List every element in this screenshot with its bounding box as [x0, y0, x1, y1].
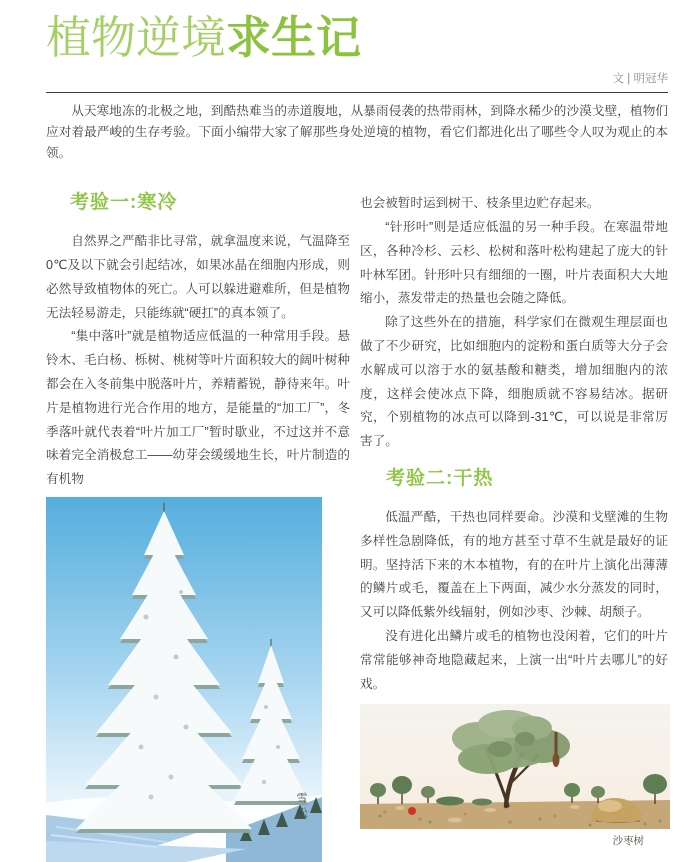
section1-paragraph-3: “针形叶”则是适应低温的另一种手段。在寒温带地区，各种冷杉、云杉、松树和落叶松构建起了庞大的针叶林军团。针形叶只有细细的一圈，叶片表面积大大地缩小，蒸发带走的热量也会随之降低。	[360, 220, 668, 306]
section2-paragraph-1: 低温严酷，干热也同样要命。沙漠和戈壁滩的生物多样性急剧降低，有的地方甚至寸草不生就是最好的证明。坚持活下来的木本植物，有的在叶片上演化出薄薄的鳞片或毛，覆盖在上下两面，减少水分蒸发的同时，又可以降低紫外线辐射，例如沙枣、沙棘、胡颓子。	[360, 510, 668, 620]
snow-photo-caption: 雪松	[295, 792, 307, 823]
intro-paragraph: 从天寒地冻的北极之地，到酷热难当的赤道腹地，从暴雨侵袭的热带雨林，到降水稀少的沙漠戈壁，植物们应对着最严峻的生存考验。下面小编带大家了解那些身处逆境的植物，看它们都进化出了哪些令人叹为观止的本领。	[46, 104, 668, 161]
section1-paragraph-1: 自然界之严酷非比寻常，就拿温度来说，气温降至0℃及以下就会引起结冰，如果冰晶在细胞内形成，则必然导致植物体的死亡。人可以躲进避难所，但是植物无法轻易游走，只能练就“硬扛”的真本领了。	[46, 234, 350, 320]
left-column	[46, 190, 350, 862]
page-title	[46, 14, 668, 61]
desert-photo-caption: 沙枣树	[612, 835, 644, 848]
two-column-layout	[46, 190, 668, 862]
red-speck	[408, 807, 416, 815]
page-title-bold-part: 求生记	[226, 12, 362, 63]
byline: 文 | 明冠华	[612, 73, 668, 86]
section2-heading: 考验二:干热	[386, 468, 494, 490]
content-area	[46, 0, 668, 862]
section1-heading: 考验一:寒冷	[70, 192, 178, 214]
desert-oleaster-photo	[360, 704, 670, 848]
section1-paragraph-2-continuation: 也会被暂时运到树干、枝条里边贮存起来。	[360, 196, 600, 211]
right-column	[360, 190, 668, 862]
section1-paragraph-4: 除了这些外在的措施，科学家们在微观生理层面也做了不少研究，比如细胞内的淀粉和蛋白质等大分子会水解成可以溶于水的氨基酸和糖类，增加细胞内的浓度，这样会使冰点下降，细胞质就不容易结冰。据研究，个别植物的冰点可以降到-31℃，可以说是非常厉害了。	[360, 315, 668, 449]
snow-cedar-photo	[46, 497, 322, 862]
snow-cedar-illustration	[46, 497, 322, 862]
desert-oleaster-illustration	[360, 704, 670, 829]
section1-paragraph-2: “集中落叶”就是植物适应低温的一种常用手段。悬铃木、毛白杨、栎树、桃树等叶片面积较大的阔叶树种都会在入冬前集中脱落叶片，养精蓄锐，静待来年。叶片是植物进行光合作用的地方，是能量的“加工厂”，冬季落叶就代表着“叶片加工厂”暂时歇业，不过这并不意味着完全消极怠工——幼芽会缓缓地生长，叶片制造的有机物	[46, 329, 350, 487]
section2-paragraph-2: 没有进化出鳞片或毛的植物也没闲着，它们的叶片常常能够神奇地隐藏起来，上演一出“叶片去哪儿”的好戏。	[360, 629, 668, 691]
page-title-light-part: 植物逆境	[46, 12, 227, 63]
header-divider	[46, 92, 668, 93]
